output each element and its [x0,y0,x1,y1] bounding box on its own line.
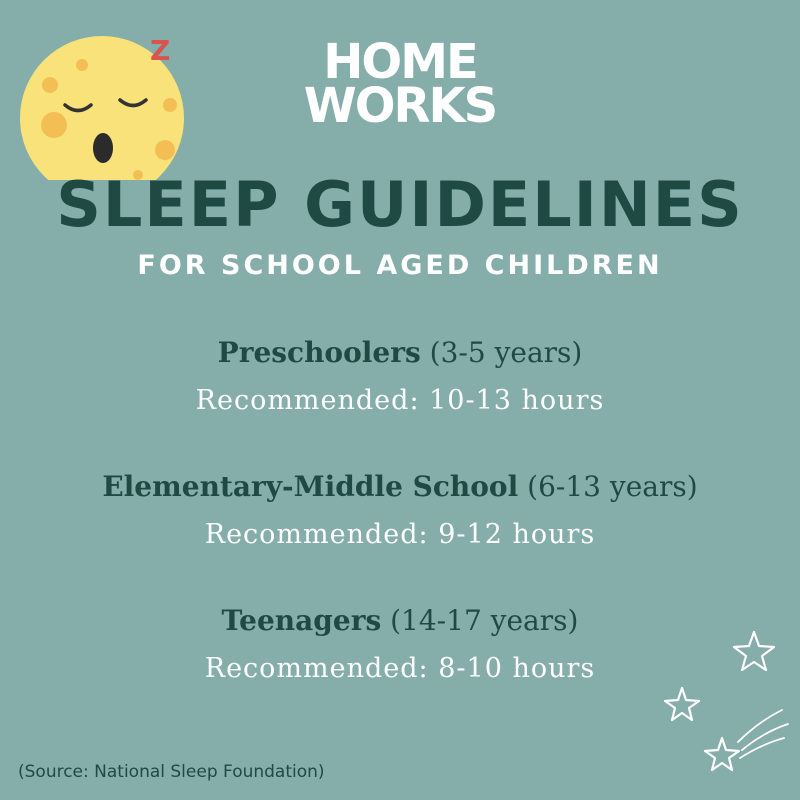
group-age: (3-5 years) [429,336,583,369]
guideline-heading [0,336,800,369]
stars-decoration [650,620,800,790]
guideline-preschoolers [0,336,800,416]
star-icon [734,632,774,670]
source-note: (Source: National Sleep Foundation) [18,762,325,782]
group-age: (14-17 years) [390,604,579,637]
group-age: (6-13 years) [527,470,698,503]
group-recommended: Recommended: 8-10 hours [204,653,596,684]
logo-line-1: HOME [323,34,477,90]
sleeping-moon-icon [20,30,200,180]
homeworks-logo [290,34,510,135]
group-name: Preschoolers [217,336,421,369]
shooting-star-icon [705,738,739,770]
star-icon [665,688,699,720]
guideline-elementary-middle [0,470,800,550]
logo-line-2: WORKS [303,78,497,135]
page-subtitle: FOR SCHOOL AGED CHILDREN [137,250,663,281]
group-recommended: Recommended: 10-13 hours [195,385,605,416]
group-recommended: Recommended: 9-12 hours [204,519,596,550]
group-name: Teenagers [221,604,382,637]
page-title: SLEEP GUIDELINES [56,168,744,241]
sleep-z-icon: Z [150,34,171,67]
group-name: Elementary-Middle School [102,470,519,503]
guideline-heading [0,470,800,503]
